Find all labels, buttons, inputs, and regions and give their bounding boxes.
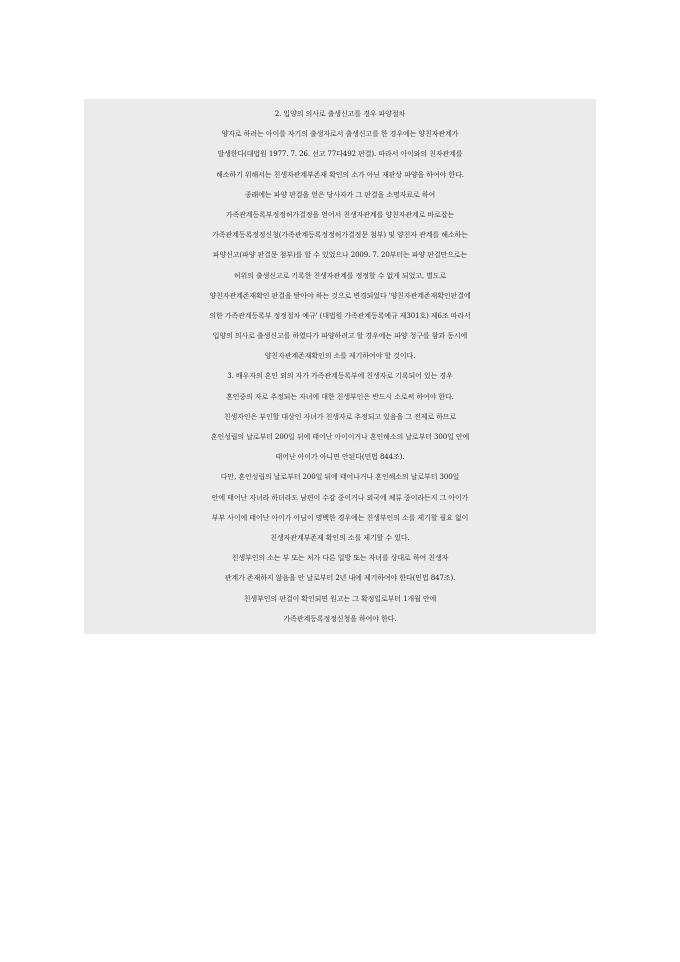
text-line: 친생자인은 부인할 대상인 자녀가 친생자로 추정되고 있음을 그 전제로 하므로: [223, 412, 457, 421]
text-line: 양친자관계존재확인 판결을 받아야 하는 것으로 변경되었다 '양친자관계존재확인판결에: [209, 291, 471, 300]
text-line: 파양신고(파양 판결문 첨부)를 할 수 있었으나 2009. 7. 20부터는 파양 판결만으로는: [212, 251, 468, 260]
text-line: 발생한다(대법원 1977. 7. 26. 선고 77다492 판결). 따라서 아이와의 친자관계를: [217, 150, 463, 159]
text-line: 양친자관계존재확인의 소를 제기하여야 할 것이다.: [264, 352, 416, 361]
text-line: 친생자관계부존재 확인의 소를 제기할 수 있다.: [270, 533, 410, 542]
text-line: 가족관계등록부정정허가결정을 얻어서 친생자관계를 양친자관계로 바로잡는: [225, 210, 455, 219]
text-line: 허위의 출생신고로 기록한 친생자관계를 정정할 수 없게 되었고, 별도로: [233, 271, 447, 280]
section-heading: 2. 입양의 의사로 출생신고를 경우 파양절차: [274, 110, 406, 118]
highlighted-text-block: [84, 99, 596, 634]
text-line: 안에 태어난 자녀라 하더라도 남편이 수감 중이거나 외국에 체류 중이라든지 그 아이가: [211, 493, 469, 502]
text-line: 가족관계등록정정신청을 하여야 한다.: [283, 614, 397, 623]
text-line: 부부 사이에 태어난 아이가 아님이 명백한 경우에는 친생부인의 소를 제기할 필요 없이: [211, 513, 469, 522]
text-line: 가족관계등록정정신청(가족관계등록정정허가결정문 첨부) 및 양친자 관계를 해소하는: [212, 231, 468, 240]
text-line: 종래에는 파양 판결을 얻은 당사자가 그 판결을 소명자료로 하여: [244, 190, 436, 199]
text-line: 의한 가족관계등록부 정정절차 예규' (대법원 가족관계등록예규 제301호) 제6조 따라서: [209, 311, 471, 320]
text-line: 양자로 하려는 아이를 자기의 출생자로서 출생신고를 한 경우에는 양친자관계가: [221, 130, 459, 139]
text-line: 혼인성립의 날로부터 200일 뒤에 태어난 아이이거나 혼인해소의 날로부터 300일 안에: [210, 433, 470, 441]
text-line: 입양의 의사로 출생신고를 하였다가 파양하려고 할 경우에는 파양 청구를 함과 동시에: [212, 332, 468, 341]
text-line: 관계가 존재하지 않음을 안 날로부터 2년 내에 제기하여야 한다(민법 847조).: [224, 574, 456, 583]
text-line: 태어난 아이가 아니면 안된다(민법 844조).: [275, 453, 405, 462]
section-heading: 3. 배우자의 혼인 외의 자가 가족관계등록부에 친생자로 기록되어 있는 경우: [227, 372, 453, 381]
text-line: 다만, 혼인성립의 날로부터 200일 뒤에 태어나거나 혼인해소의 날로부터 300일: [220, 473, 460, 482]
text-line: 혼인중의 자로 추정되는 자녀에 대한 친생부인은 반드시 소로써 하여야 한다.: [226, 392, 454, 401]
text-line: 친생부인의 소는 부 또는 처가 다른 일방 또는 자녀를 상대로 하여 친생자: [231, 554, 449, 563]
text-line: 해소하기 위해서는 친생자관계부존재 확인의 소가 아닌 재판상 파양을 하여야 한다.: [216, 170, 464, 179]
text-line: 친생부인의 판결이 확인되면 원고는 그 확정일로부터 1개월 안에: [243, 594, 437, 603]
